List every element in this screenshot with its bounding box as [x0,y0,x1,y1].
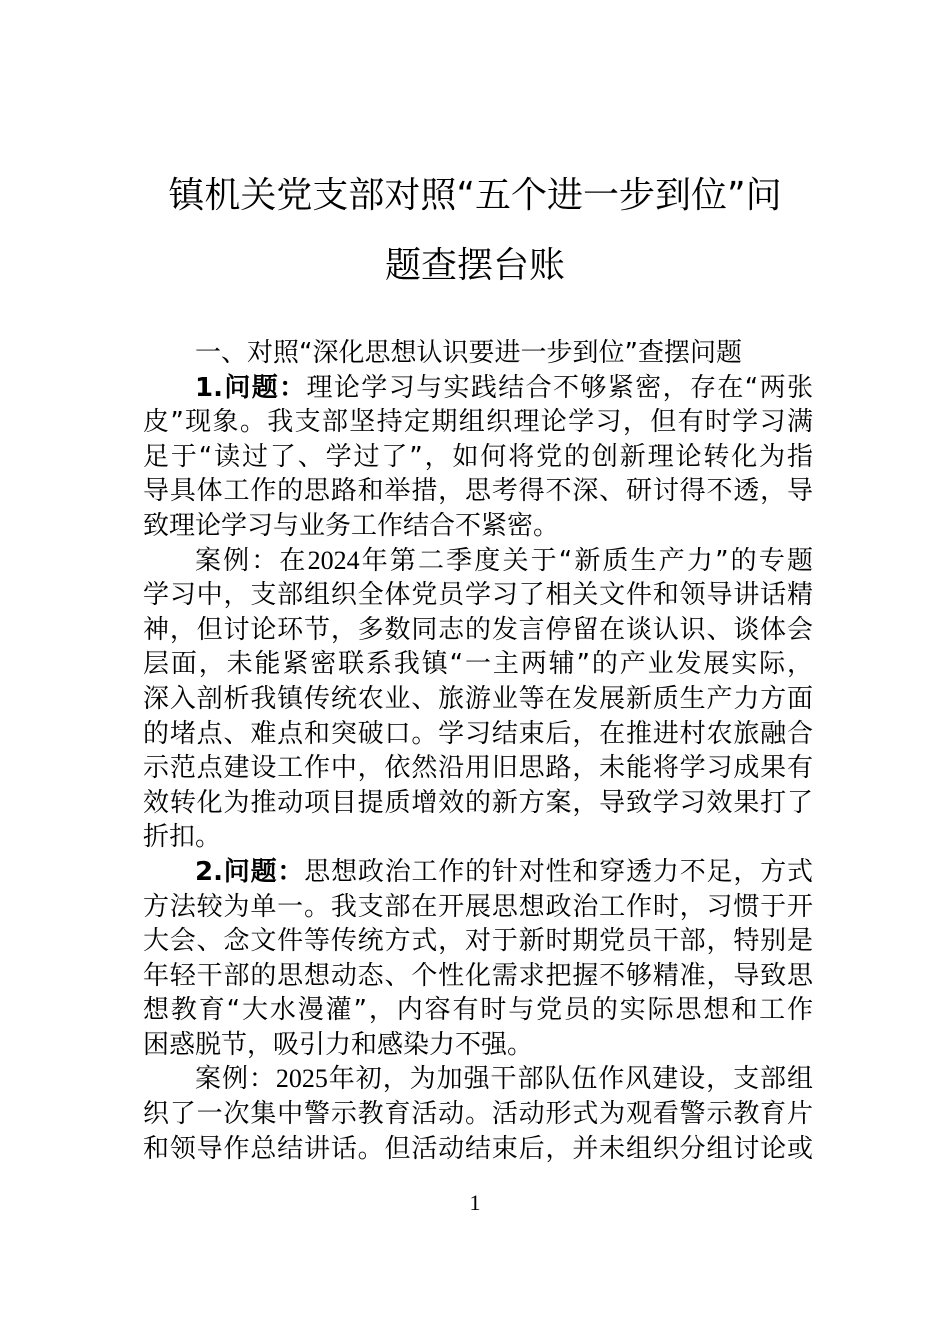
case-prefix: 案例： [195,1064,276,1095]
case-suffix: 年第二季度关于“新质生产力”的专题 [359,545,813,576]
paragraph-line: 效转化为推动项目提质增效的新方案，导致学习效果打了 [143,787,813,818]
paragraph-line: 深入剖析我镇传统农业、旅游业等在发展新质生产力方面 [143,683,813,714]
case-suffix: 年初，为加强干部队伍作风建设，支部组 [327,1064,813,1095]
page-number: 1 [469,1190,481,1215]
paragraph-line: 致理论学习与业务工作结合不紧密。 [143,510,560,541]
case-prefix: 案例：在 [195,545,308,576]
problem-label: 1.问题： [195,372,307,403]
paragraph-line: 想教育“大水漫灌”，内容有时与党员的实际思想和工作 [143,995,813,1026]
section-heading-text: 一、对照“深化思想认识要进一步到位”查摆问题 [195,338,742,368]
paragraph-line [143,1062,813,1097]
paragraph-line: 和领导作总结讲话。但活动结束后，并未组织分组讨论或 [143,1133,813,1164]
paragraph-line [143,544,813,579]
paragraph-line: 学习中，支部组织全体党员学习了相关文件和领导讲话精 [143,580,813,611]
case-item-2 [143,1062,813,1166]
paragraph-text: 思想政治工作的针对性和穿透力不足，方式 [304,856,813,887]
paragraph-line: 方法较为单一。我支部在开展思想政治工作时，习惯于开 [143,891,813,922]
paragraph-line: 年轻干部的思想动态、个性化需求把握不够精准，导致思 [143,960,813,991]
paragraph-line: 导具体工作的思路和举措，思考得不深、研讨得不透，导 [143,476,813,507]
paragraph-line: 层面，未能紧密联系我镇“一主两辅”的产业发展实际， [143,649,813,680]
paragraph-line: 织了一次集中警示教育活动。活动形式为观看警示教育片 [143,1099,813,1130]
document-body [143,336,813,1166]
paragraph-line [143,371,813,406]
paragraph-line: 神，但讨论环节，多数同志的发言停留在谈认识、谈体会 [143,614,813,645]
paragraph-text: 理论学习与实践结合不够紧密，存在“两张 [306,372,813,403]
paragraph-line [143,855,813,890]
case-year: 2024 [307,545,360,575]
section-heading [143,336,813,371]
problem-label: 2.问题： [195,856,305,887]
problem-item-1 [143,371,813,544]
paragraph-line: 大会、念文件等传统方式，对于新时期党员干部，特别是 [143,926,813,957]
document-title-line-2: 题查摆台账 [384,245,565,286]
case-year: 2025 [275,1064,328,1094]
paragraph-line: 困惑脱节，吸引力和感染力不强。 [143,1029,534,1060]
paragraph-line: 足于“读过了、学过了”，如何将党的创新理论转化为指 [143,441,813,472]
paragraph-line: 示范点建设工作中，依然沿用旧思路，未能将学习成果有 [143,753,813,784]
document-title-line-1: 镇机关党支部对照“五个进一步到位”问 [168,175,782,216]
paragraph-line: 的堵点、难点和突破口。学习结束后，在推进村农旅融合 [143,718,813,749]
problem-item-2 [143,855,813,1063]
paragraph-line: 折扣。 [143,822,222,853]
case-item-1 [143,544,813,855]
paragraph-line: 皮”现象。我支部坚持定期组织理论学习，但有时学习满 [143,407,813,438]
